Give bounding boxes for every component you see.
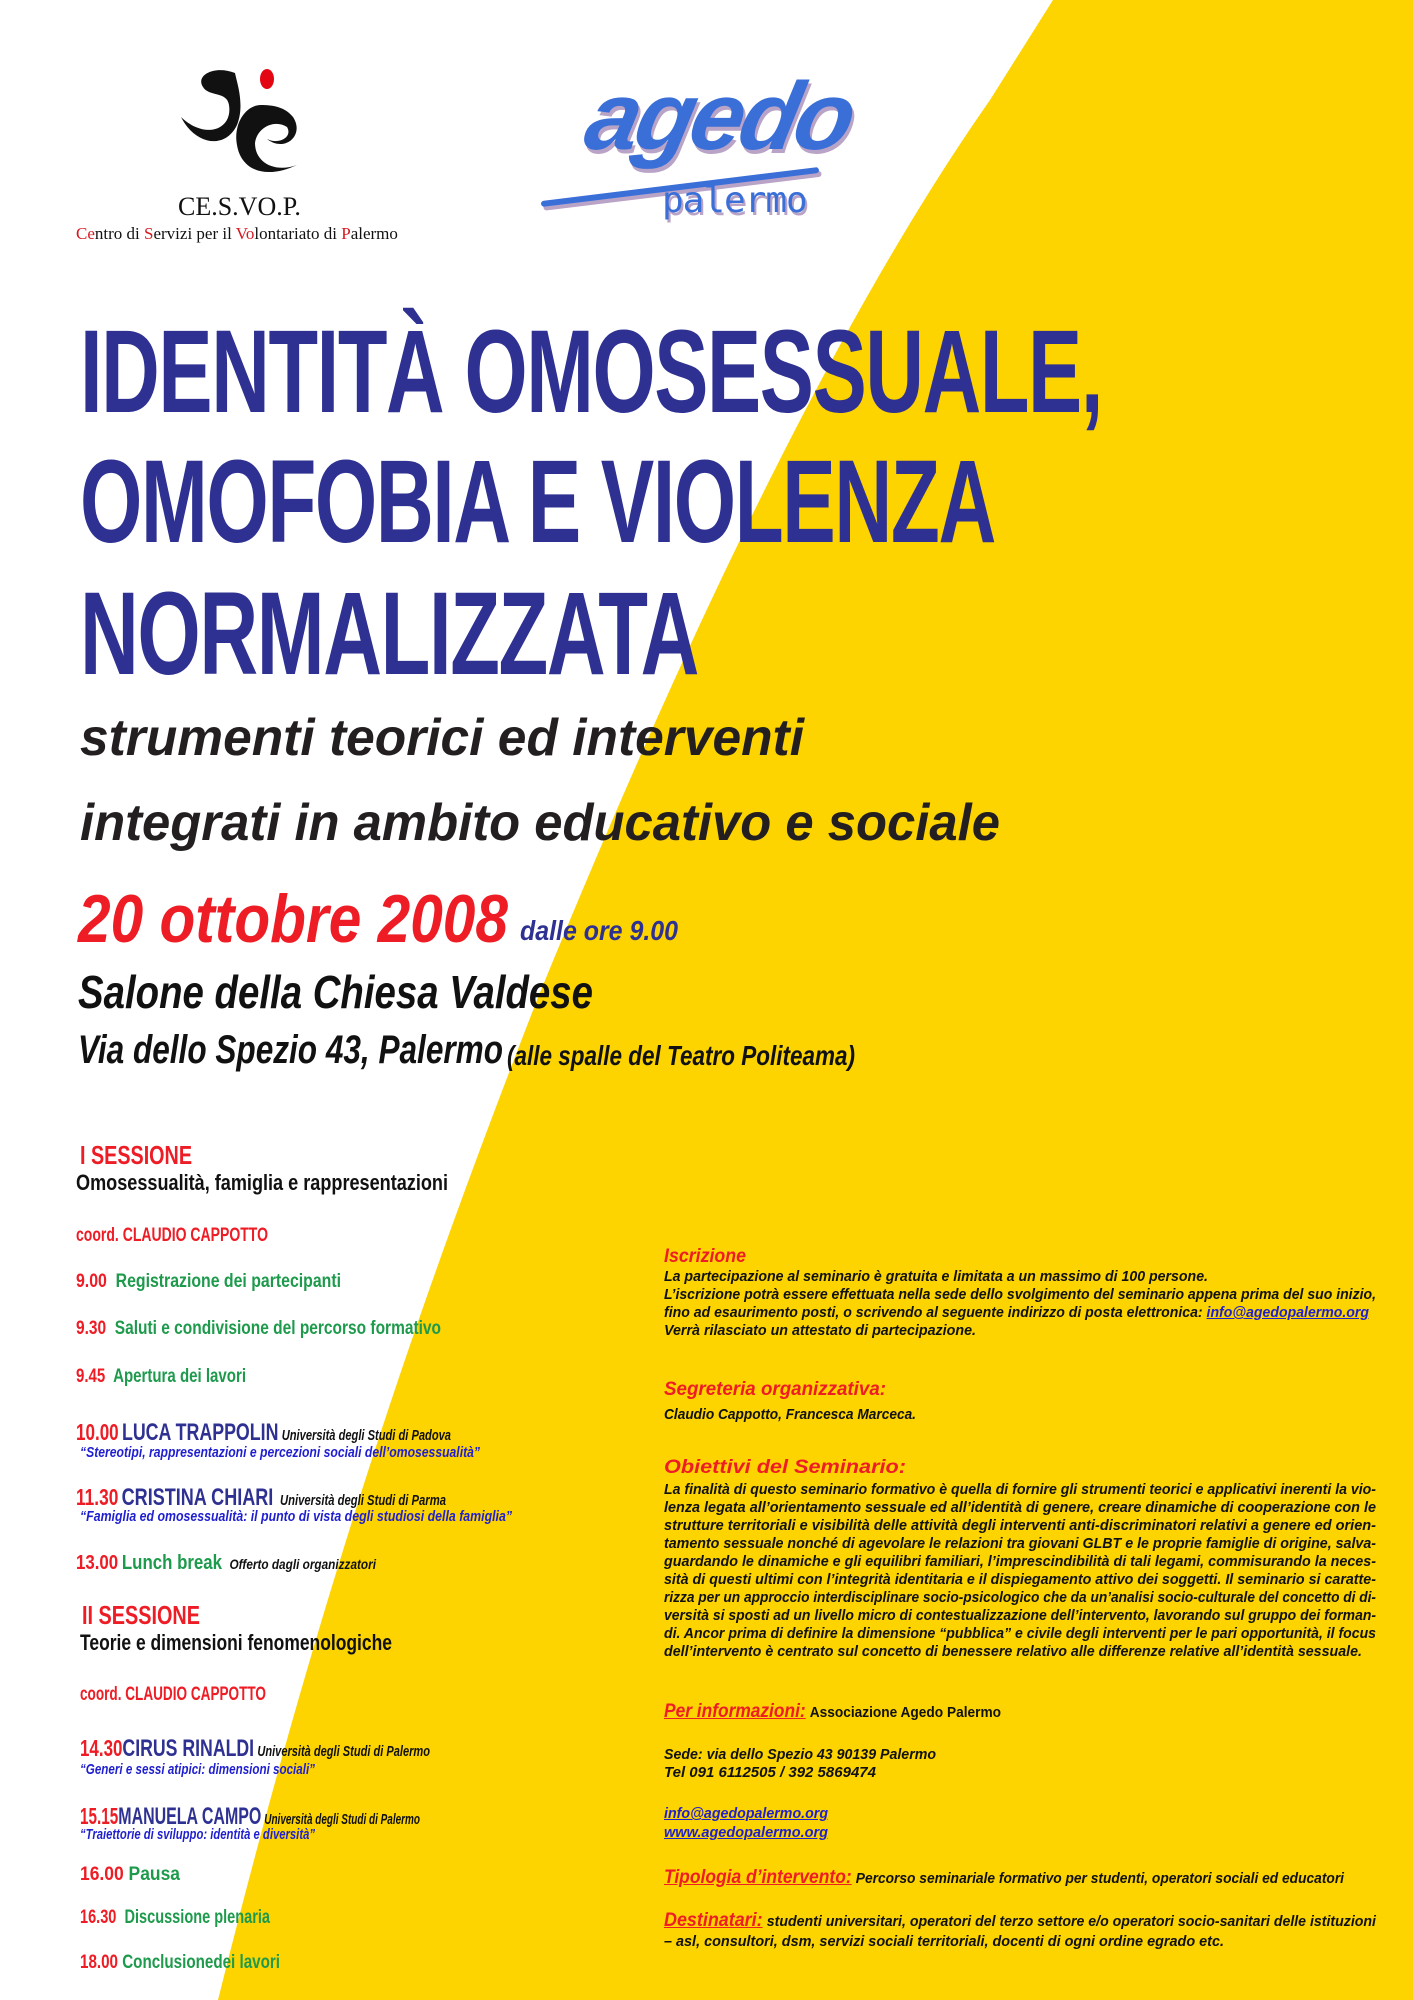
- paragraph-line: guardando le dinamiche e gli equilibri familiari, l’imprescindibilità di tali legami, commisurando la neces-: [664, 1553, 1376, 1570]
- contatti-line: [664, 1701, 1033, 1723]
- item-time: 13.00: [76, 1552, 119, 1574]
- agedo-logo: [540, 62, 863, 232]
- destinatari-heading: Destinatari:: [664, 1910, 763, 1931]
- tipologia-text: Percorso seminariale formativo per studenti, operatori sociali ed educatori: [855, 1870, 1344, 1887]
- contatti-org: Associazione Agedo Palermo: [809, 1704, 1001, 1721]
- item-label: Discussione plenaria: [124, 1907, 270, 1928]
- event-address-note: (alle spalle del Teatro Politeama): [507, 1040, 855, 1071]
- speaker-affiliation: Università degli Studi di Padova: [281, 1427, 451, 1444]
- item-time: 9.30: [76, 1318, 107, 1339]
- iscrizione-line: fino ad esaurimento posti, o scrivendo al seguente indirizzo di posta elettronica:: [664, 1304, 1207, 1321]
- contatti-email-link[interactable]: info@agedopalermo.org: [664, 1805, 828, 1822]
- session-2-coord: coord. CLAUDIO CAPPOTTO: [80, 1684, 266, 1705]
- item-label: Pausa: [128, 1864, 180, 1885]
- destinatari-text: studenti universitari, operatori del terzo settore e/o operatori socio-sanitari delle istituzioni: [766, 1913, 1376, 1930]
- paragraph-line: lenza legata all’orientamento sessuale ed all’identità di genere, creare dinamiche di cooperazione con le: [664, 1499, 1376, 1516]
- obiettivi-heading: Obiettivi del Seminario:: [664, 1457, 906, 1478]
- speaker-name: CIRUS RINALDI: [122, 1735, 255, 1762]
- contatti-tel: Tel 091 6112505 / 392 5869474: [664, 1764, 876, 1781]
- subtitle-line-2: integrati in ambito educativo e sociale: [80, 794, 1000, 852]
- session-1-title: I SESSIONE: [80, 1140, 192, 1170]
- name-part: ervizi per il: [153, 224, 236, 243]
- speaker-affiliation: Università degli Studi di Parma: [279, 1492, 446, 1509]
- name-part: alermo: [350, 224, 398, 243]
- destinatari-line: [664, 1910, 1413, 1932]
- speaker-name: LUCA TRAPPOLIN: [121, 1419, 279, 1446]
- talk-title: “Stereotipi, rappresentazioni e percezioni sociali dell’omosessualità”: [80, 1444, 480, 1461]
- title-line-1: IDENTITÀ OMOSESSUALE,: [80, 306, 1102, 438]
- paragraph-line: dell’intervento è centrato sul concetto di benessere relativo alle differenze relative all’identità sessuale.: [664, 1643, 1362, 1660]
- session-2-title: II SESSIONE: [82, 1600, 200, 1630]
- paragraph-line: sità di questi ultimi con l’integrità identitaria e il dispiegamento attivo dei soggetti. Il seminario si caratte-: [664, 1571, 1376, 1588]
- session-1-theme: Omosessualità, famiglia e rappresentazioni: [76, 1170, 448, 1195]
- iscrizione-line: L’iscrizione potrà essere effettuata nella sede dello svolgimento del seminario appena prima del suo inizio,: [664, 1286, 1376, 1303]
- name-part: Vo: [235, 224, 255, 243]
- item-label: Lunch break: [121, 1552, 223, 1574]
- name-part: lontariato di: [254, 224, 342, 243]
- tipologia-heading: Tipologia d’intervento:: [664, 1867, 852, 1888]
- paragraph-line: rizza per un approccio interdisciplinare socio-psicologico che da un’analisi socio-culturale del concetto di di-: [664, 1589, 1376, 1606]
- contatti-heading: Per informazioni:: [664, 1701, 806, 1722]
- title-line-3: NORMALIZZATA: [80, 568, 698, 700]
- talk-title: “Traiettorie di sviluppo: identità e diversità”: [80, 1826, 315, 1843]
- cesvop-acronym: CE.S.VO.P.: [178, 192, 301, 221]
- event-time: dalle ore 9.00: [520, 915, 678, 946]
- session-2-theme: Teorie e dimensioni fenomenologiche: [80, 1630, 392, 1655]
- item-time: 16.00: [80, 1864, 124, 1885]
- segreteria-text: Claudio Cappotto, Francesca Marceca.: [664, 1406, 916, 1423]
- paragraph-line: tamento sessuale nonché di agevolare le relazioni tra giovani GLBT e le proprie famiglie di origine, salva-: [664, 1535, 1376, 1552]
- contatti-web-link[interactable]: www.agedopalermo.org: [664, 1824, 828, 1841]
- session-1-coord: coord. CLAUDIO CAPPOTTO: [76, 1225, 268, 1246]
- item-label: Conclusionedei lavori: [122, 1952, 280, 1973]
- event-address: Via dello Spezio 43, Palermo: [78, 1028, 504, 1072]
- event-date: 20 ottobre 2008: [78, 881, 508, 957]
- agedo-wordmark: agedo: [576, 63, 863, 170]
- speaker-name: MANUELA CAMPO: [118, 1803, 262, 1830]
- item-label: Apertura dei lavori: [113, 1366, 247, 1387]
- paragraph-line: versità si sposti ad un livello micro di contestualizzazione dell’intervento, lavorando sul gruppo dei forman-: [664, 1607, 1376, 1624]
- talk-title: “Famiglia ed omosessualità: il punto di vista degli studiosi della famiglia”: [80, 1508, 512, 1525]
- speaker-affiliation: Università degli Studi di Palermo: [264, 1811, 420, 1828]
- schedule-item: [80, 1864, 189, 1886]
- iscrizione-line: Verrà rilasciato un attestato di partecipazione.: [664, 1322, 976, 1339]
- schedule-item: [80, 1735, 555, 1763]
- cesvop-full-name: [76, 224, 398, 244]
- item-time: 18.00: [80, 1952, 118, 1973]
- schedule-item: [80, 1952, 330, 1974]
- item-time: 14.30: [80, 1735, 123, 1761]
- speaker-affiliation: Università degli Studi di Palermo: [257, 1743, 430, 1760]
- item-label: Registrazione dei partecipanti: [115, 1271, 341, 1292]
- title-line-2: OMOFOBIA E VIOLENZA: [80, 436, 995, 568]
- schedule-item: [76, 1552, 432, 1575]
- schedule-item: [76, 1271, 394, 1293]
- tipologia-line: [664, 1867, 1405, 1889]
- segreteria-heading: Segreteria organizzativa:: [664, 1379, 886, 1400]
- item-note: Offerto dagli organizzatori: [229, 1556, 376, 1572]
- item-time: 15.15: [80, 1803, 119, 1829]
- item-label: Saluti e condivisione del percorso formativo: [114, 1318, 441, 1339]
- schedule-item: [76, 1419, 582, 1447]
- cesvop-swirl-icon: [175, 65, 315, 190]
- subtitle-line-1: strumenti teorici ed interventi: [80, 709, 804, 767]
- paragraph-line: strutture territoriali e visibilità delle attività degli interventi anti-discriminatori relativi a genere ed orien-: [664, 1517, 1376, 1534]
- event-venue: Salone della Chiesa Valdese: [78, 966, 593, 1018]
- iscrizione-email-link[interactable]: info@agedopalermo.org: [1206, 1304, 1369, 1321]
- item-time: 10.00: [76, 1419, 119, 1445]
- iscrizione-line: La partecipazione al seminario è gratuita e limitata a un massimo di 100 persone.: [664, 1268, 1208, 1285]
- schedule-item: [76, 1366, 291, 1388]
- item-time: 9.00: [76, 1271, 107, 1292]
- destinatari-text-2: – asl, consultori, dsm, servizi sociali territoriali, docenti di ogni ordine egrado etc.: [664, 1933, 1224, 1950]
- paragraph-line: di. Ancor prima di definire la dimensione “pubblica” e civile degli interventi per le pari opportunità, il focus: [664, 1625, 1376, 1642]
- item-time: 9.45: [76, 1366, 106, 1387]
- contatti-sede: Sede: via dello Spezio 43 90139 Palermo: [664, 1746, 936, 1763]
- schedule-item: [76, 1318, 524, 1340]
- name-part: S: [144, 224, 154, 243]
- item-time: 16.30: [80, 1907, 117, 1928]
- iscrizione-heading: Iscrizione: [664, 1246, 746, 1267]
- agedo-city: palermo: [662, 180, 807, 221]
- name-part: P: [341, 224, 351, 243]
- talk-title: “Generi e sessi atipici: dimensioni sociali”: [80, 1761, 315, 1778]
- paragraph-line: La finalità di questo seminario formativo è quella di fornire gli strumenti teorici e applicativi inerenti la vio-: [664, 1481, 1376, 1498]
- speaker-name: CRISTINA CHIARI: [121, 1484, 274, 1511]
- schedule-item: [80, 1907, 328, 1929]
- item-time: 11.30: [76, 1484, 119, 1510]
- name-part: ntro di: [94, 224, 144, 243]
- name-part: Ce: [76, 224, 95, 243]
